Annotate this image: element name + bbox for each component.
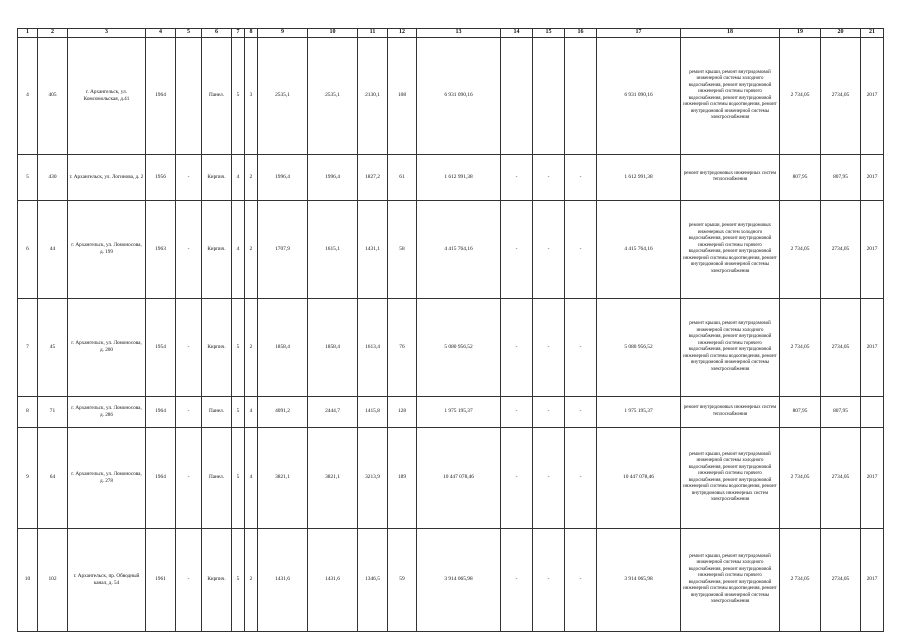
residential-area-cell: 1431,1 [358,200,388,298]
unit-cost-cell: 807,95 [780,154,821,200]
living-area-cell: 1431,6 [308,528,358,631]
row-number-cell: 10 [18,528,38,631]
column-number-header: 13 [417,29,501,38]
total-area-cell: 2535,1 [258,37,308,154]
column-number-header: 14 [501,29,533,38]
living-area-cell: 1858,4 [308,298,358,396]
year-cell: 1964 [146,427,176,528]
column-16-cell: - [565,528,597,631]
column-number-header: 7 [232,29,245,38]
column-5-cell: - [176,154,202,200]
completion-year-cell: 2017 [861,37,884,154]
table-row [18,37,884,154]
column-5-cell: - [176,200,202,298]
year-cell: 1956 [146,154,176,200]
table-row [18,528,884,631]
column-14-cell: - [501,396,533,427]
repair-works-cell: ремонт крыши, ремонт внутридомовой инженерной системы холодного водоснабжения, ремонт внутридомовой инженерной системы горячего водоснабжения, ремонт внутридомовой инженерной системы водоотведения, ремонт внутридомовой инженерной системы электроснабжения [681,528,780,631]
total-cost-cell: 1 975 195,37 [597,396,681,427]
column-number-header: 11 [358,29,388,38]
column-number-header: 21 [861,29,884,38]
column-16-cell: - [565,396,597,427]
total-cost-cell: 3 914 065,98 [597,528,681,631]
residents-cell: 58 [388,200,417,298]
year-cell: 1964 [146,396,176,427]
repair-cost-cell: 5 080 956,52 [417,298,501,396]
unit-cost-cell: 2 734,05 [780,427,821,528]
max-unit-cost-cell: 2734,05 [821,200,861,298]
table-row [18,154,884,200]
max-unit-cost-cell: 2734,05 [821,298,861,396]
wall-material-cell: Кирпич. [202,200,232,298]
column-number-header: 10 [308,29,358,38]
year-cell: 1964 [146,37,176,154]
floors-cell: 5 [232,298,245,396]
floors-cell: 5 [232,396,245,427]
house-id-cell: 44 [38,200,68,298]
column-15-cell: - [533,154,565,200]
wall-material-cell: Панел. [202,37,232,154]
residential-area-cell: 1827,2 [358,154,388,200]
house-id-cell: 64 [38,427,68,528]
max-unit-cost-cell: 807,95 [821,396,861,427]
column-15-cell: - [533,200,565,298]
completion-year-cell: 2017 [861,528,884,631]
wall-material-cell: Кирпич. [202,528,232,631]
max-unit-cost-cell: 2734,05 [821,427,861,528]
column-5-cell [176,37,202,154]
column-5-cell: - [176,427,202,528]
column-number-header: 4 [146,29,176,38]
repair-works-cell: ремонт крыши, ремонт внутридомовой инженерной системы холодного водоснабжения, ремонт внутридомовой инженерной системы горячего водоснабжения, ремонт внутридомовой инженерной системы водоотведения, ремонт внутридомовой инженерной системы электроснабжения [681,37,780,154]
completion-year-cell: 2017 [861,298,884,396]
entrances-cell: 2 [245,298,258,396]
floors-cell: 4 [232,154,245,200]
repair-works-cell: ремонт внутридомовых инженерных систем теплоснабжения [681,396,780,427]
column-number-header: 19 [780,29,821,38]
house-id-cell: 102 [38,528,68,631]
row-number-cell: 9 [18,427,38,528]
total-cost-cell: 4 415 764,16 [597,200,681,298]
repair-works-cell: ремонт крыши, ремонт внутридомовой инженерной системы холодного водоснабжения, ремонт внутридомовой инженерной системы горячего водоснабжения, ремонт внутридомовой инженерной системы водоотведения, ремонт внутридомовой инженерной системы электроснабжения [681,298,780,396]
repair-cost-cell: 4 415 764,16 [417,200,501,298]
completion-year-cell: 2017 [861,200,884,298]
entrances-cell: 4 [245,427,258,528]
column-16-cell: - [565,298,597,396]
residential-area-cell: 2130,1 [358,37,388,154]
repair-works-cell: ремонт крыши, ремонт внутридомовой инженерной системы холодного водоснабжения, ремонт внутридомовой инженерной системы горячего водоснабжения, ремонт внутридомовой инженерной системы водоотведения, ремонт внутридомовых инженерных систем электроснабжения [681,427,780,528]
living-area-cell: 2444,7 [308,396,358,427]
entrances-cell: 2 [245,200,258,298]
row-number-cell: 4 [18,37,38,154]
table-row [18,427,884,528]
house-id-cell: 71 [38,396,68,427]
residential-area-cell: 1415,8 [358,396,388,427]
column-15-cell: - [533,528,565,631]
column-15-cell: - [533,396,565,427]
row-number-cell: 5 [18,154,38,200]
total-area-cell: 3821,1 [258,427,308,528]
table-row [18,200,884,298]
table-row [18,298,884,396]
column-15-cell: - [533,427,565,528]
column-number-header: 18 [681,29,780,38]
floors-cell: 4 [232,200,245,298]
wall-material-cell: Кирпич. [202,154,232,200]
column-14-cell: - [501,154,533,200]
total-area-cell: 4091,2 [258,396,308,427]
entrances-cell: 2 [245,154,258,200]
living-area-cell: 3821,1 [308,427,358,528]
residential-area-cell: 1613,4 [358,298,388,396]
total-area-cell: 1707,9 [258,200,308,298]
entrances-cell: 4 [245,396,258,427]
wall-material-cell: Панел. [202,396,232,427]
wall-material-cell: Панел. [202,427,232,528]
column-16-cell: - [565,427,597,528]
address-cell: г. Архангельск, ул. Ломоносова, д. 200 [68,298,146,396]
year-cell: 1961 [146,528,176,631]
completion-year-cell [861,396,884,427]
column-number-header: 15 [533,29,565,38]
column-15-cell [533,37,565,154]
max-unit-cost-cell: 807,95 [821,154,861,200]
total-area-cell: 1431,6 [258,528,308,631]
house-id-cell: 405 [38,37,68,154]
address-cell: г. Архангельск, ул. Комсомольская, д.41 [68,37,146,154]
total-area-cell: 1858,4 [258,298,308,396]
residents-cell: 128 [388,396,417,427]
repair-cost-cell: 1 612 991,38 [417,154,501,200]
wall-material-cell: Кирпич. [202,298,232,396]
column-number-header: 20 [821,29,861,38]
column-16-cell: - [565,200,597,298]
column-16-cell [565,37,597,154]
column-number-header: 3 [68,29,146,38]
repair-works-cell: ремонт внутридомовых инженерных систем теплоснабжения [681,154,780,200]
column-14-cell: - [501,298,533,396]
floors-cell: 5 [232,37,245,154]
residential-area-cell: 1346,5 [358,528,388,631]
column-15-cell: - [533,298,565,396]
address-cell: г. Архангельск, ул. Логинова, д. 2 [68,154,146,200]
column-16-cell: - [565,154,597,200]
column-5-cell: - [176,298,202,396]
residents-cell: 59 [388,528,417,631]
column-number-header: 17 [597,29,681,38]
column-14-cell: - [501,528,533,631]
max-unit-cost-cell: 2734,05 [821,37,861,154]
address-cell: г. Архангельск, ул. Ломоносова, д. 278 [68,427,146,528]
house-id-cell: 45 [38,298,68,396]
column-14-cell: - [501,200,533,298]
housing-repair-table [17,28,884,632]
residential-area-cell: 3213,9 [358,427,388,528]
row-number-cell: 7 [18,298,38,396]
table-row [18,396,884,427]
max-unit-cost-cell: 2734,05 [821,528,861,631]
completion-year-cell: 2017 [861,427,884,528]
column-number-header: 2 [38,29,68,38]
unit-cost-cell: 807,95 [780,396,821,427]
row-number-cell: 8 [18,396,38,427]
row-number-cell: 6 [18,200,38,298]
living-area-cell: 1615,1 [308,200,358,298]
total-area-cell: 1996,4 [258,154,308,200]
column-number-header: 8 [245,29,258,38]
total-cost-cell: 10 447 078,46 [597,427,681,528]
address-cell: г. Архангельск, пр. Обводный канал, д. 54 [68,528,146,631]
residents-cell: 108 [388,37,417,154]
repair-cost-cell: 3 914 065,98 [417,528,501,631]
unit-cost-cell: 2 734,05 [780,298,821,396]
column-14-cell [501,37,533,154]
completion-year-cell: 2017 [861,154,884,200]
column-number-header: 1 [18,29,38,38]
unit-cost-cell: 2 734,05 [780,37,821,154]
repair-works-cell: ремонт крыши, ремонт внутридомовых инженерных систем холодного водоснабжения, ремонт внутридомовой инженерной системы горячего водоснабжения, ремонт внутридомовой инженерной системы водоотведения, ремонт внутридомовой инженерной системы электроснабжения [681,200,780,298]
header-row [18,29,884,38]
column-5-cell: - [176,528,202,631]
year-cell: 1954 [146,298,176,396]
repair-cost-cell: 6 931 090,16 [417,37,501,154]
living-area-cell: 2535,1 [308,37,358,154]
house-id-cell: 430 [38,154,68,200]
column-14-cell: - [501,427,533,528]
column-5-cell: - [176,396,202,427]
floors-cell: 5 [232,528,245,631]
unit-cost-cell: 2 734,05 [780,528,821,631]
column-number-header: 16 [565,29,597,38]
total-cost-cell: 6 931 090,16 [597,37,681,154]
total-cost-cell: 5 080 956,52 [597,298,681,396]
entrances-cell: 2 [245,528,258,631]
total-cost-cell: 1 612 991,38 [597,154,681,200]
column-number-header: 9 [258,29,308,38]
year-cell: 1963 [146,200,176,298]
repair-cost-cell: 1 975 195,37 [417,396,501,427]
residents-cell: 189 [388,427,417,528]
residents-cell: 61 [388,154,417,200]
entrances-cell: 3 [245,37,258,154]
column-number-header: 5 [176,29,202,38]
repair-cost-cell: 10 447 078,46 [417,427,501,528]
address-cell: г. Архангельск, ул. Ломоносова, д. 199 [68,200,146,298]
column-number-header: 12 [388,29,417,38]
address-cell: г. Архангельск, ул. Ломоносова, д. 286 [68,396,146,427]
unit-cost-cell: 2 734,05 [780,200,821,298]
living-area-cell: 1996,4 [308,154,358,200]
floors-cell: 5 [232,427,245,528]
column-number-header: 6 [202,29,232,38]
residents-cell: 76 [388,298,417,396]
